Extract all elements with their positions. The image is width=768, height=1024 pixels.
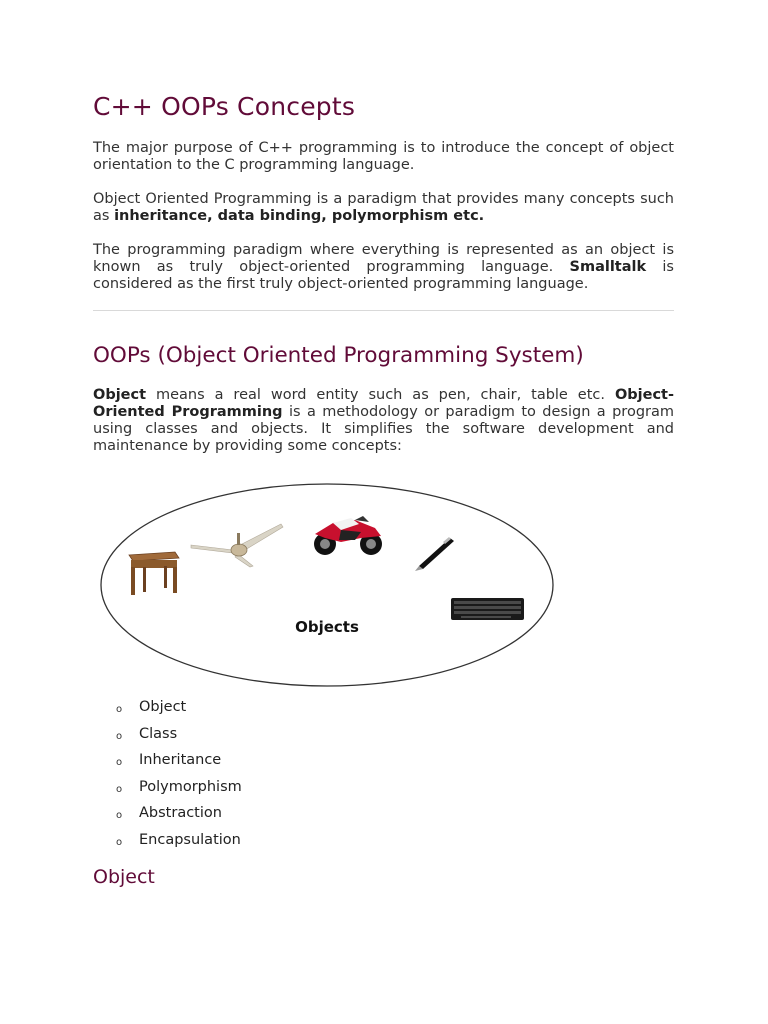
oops-p-text-2: is a methodology or paradigm to design a program using classes and objects. It simplifies the software development and maintenance by providing some concepts: bbox=[93, 404, 674, 454]
motorcycle-icon bbox=[314, 516, 382, 555]
list-item bbox=[114, 750, 242, 777]
object-heading: Object bbox=[93, 866, 155, 888]
list-item bbox=[114, 830, 242, 857]
intro-p2-text: Object Oriented Programming is a paradigm that provides many concepts such as bbox=[93, 191, 674, 224]
intro-p2-bold: inheritance, data binding, polymorphism etc. bbox=[114, 208, 485, 224]
concept-label: Inheritance bbox=[139, 752, 222, 768]
object-bold: Object bbox=[93, 387, 147, 403]
smalltalk-bold: Smalltalk bbox=[569, 259, 647, 275]
oops-paragraph bbox=[93, 387, 674, 455]
bullet-icon: o bbox=[116, 836, 123, 848]
oops-p-text-1: means a real word entity such as pen, chair, table etc. bbox=[146, 387, 615, 403]
bullet-icon: o bbox=[116, 704, 123, 715]
objects-label: Objects bbox=[295, 618, 359, 636]
intro-paragraph-2 bbox=[93, 191, 674, 225]
table-icon bbox=[129, 552, 179, 595]
objects-diagram bbox=[93, 478, 563, 693]
intro-p3-text-end: is considered as the first truly object-oriented programming language. bbox=[93, 259, 674, 292]
page-title: C++ OOPs Concepts bbox=[93, 92, 356, 121]
intro-paragraph-3 bbox=[93, 242, 674, 293]
bullet-icon: o bbox=[116, 810, 123, 821]
ceiling-fan-icon bbox=[191, 524, 283, 567]
bullet-icon: o bbox=[116, 757, 123, 768]
concepts-list bbox=[114, 697, 242, 856]
list-item bbox=[114, 697, 242, 724]
keyboard-icon bbox=[451, 598, 524, 620]
objects-ellipse bbox=[101, 484, 553, 686]
pen-icon bbox=[415, 537, 454, 571]
objects-diagram-svg bbox=[93, 478, 563, 693]
bullet-icon: o bbox=[116, 730, 123, 742]
list-item bbox=[114, 803, 242, 830]
concept-label: Object bbox=[139, 699, 187, 715]
list-item bbox=[114, 724, 242, 751]
concept-label: Class bbox=[139, 725, 178, 742]
concept-label: Encapsulation bbox=[139, 831, 241, 848]
list-item bbox=[114, 777, 242, 804]
section-divider bbox=[93, 310, 674, 311]
concept-label: Abstraction bbox=[139, 805, 222, 821]
bullet-icon: o bbox=[116, 783, 123, 795]
intro-paragraph-1: The major purpose of C++ programming is to introduce the concept of object orientation to the C programming language. bbox=[93, 140, 674, 173]
concept-label: Polymorphism bbox=[139, 778, 242, 795]
oops-heading: OOPs (Object Oriented Programming System) bbox=[93, 343, 584, 368]
oop-bold: Object-Oriented Programming bbox=[93, 387, 674, 420]
intro-p3-text: The programming paradigm where everything is represented as an object is known as truly object-oriented programming language. bbox=[93, 242, 674, 275]
